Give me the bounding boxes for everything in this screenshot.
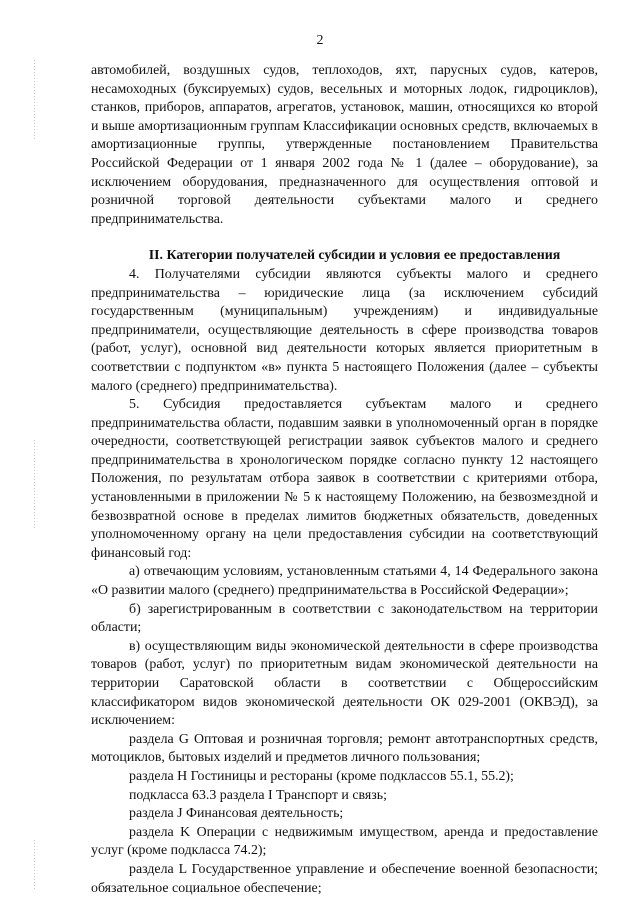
paragraph-4: 4. Получателями субсидии являются субъекты малого и среднего предпринимательства – юридические лица (за исключением субсидий государственным (муниципальным) учреждениям) и индивидуальные предприниматели, осуществляющие деятельность в сфере производства товаров (работ, услуг), основной вид деятельности которых является приоритетным в соответствии с подпунктом «в» пункта 5 настоящего Положения (далее – субъекты малого (среднего) предпринимательства). <box>91 266 598 394</box>
subparagraph-a: а) отвечающим условиям, установленным статьями 4, 14 Федерального закона «О развитии малого (среднего) предпринимательства в Российской Федерации»; <box>91 564 598 599</box>
section-heading: II. Категории получателей субсидии и условия ее предоставления <box>148 248 561 264</box>
exception-item-l: раздела L Государственное управление и обеспечение военной безопасности; обязательное социальное обеспечение; <box>91 861 598 896</box>
exception-item-h: раздела H Гостиницы и рестораны (кроме подклассов 55.1, 55.2); <box>129 768 514 784</box>
exception-item-j: раздела J Финансовая деятельность; <box>129 806 344 822</box>
subparagraph-b: б) зарегистрированным в соответствии с законодательством на территории области; <box>91 601 598 636</box>
scan-margin-mark <box>34 440 35 530</box>
document-body <box>91 62 598 898</box>
exception-item-63-3: подкласса 63.3 раздела I Транспорт и связь; <box>129 787 387 803</box>
exception-item-k: раздела K Операции с недвижимым имуществом, аренда и предоставление услуг (кроме подкласса 74.2); <box>91 824 598 859</box>
scan-margin-mark <box>34 60 35 140</box>
exception-item-g: раздела G Оптовая и розничная торговля; ремонт автотранспортных средств, мотоциклов, бытовых изделий и предметов личного пользования; <box>91 731 598 766</box>
scan-margin-mark <box>34 840 35 890</box>
paragraph-continuation: автомобилей, воздушных судов, теплоходов, яхт, парусных судов, катеров, несамоходных (буксируемых) судов, весельных и моторных лодок, гидроциклов), станков, приборов, аппаратов, агрегатов, установок, машин, относящихся ко второй и выше амортизационным группам Классификации основных средств, включаемых в амортизационные группы, утвержденные постановлением Правительства Российской Федерации от 1 января 2002 года № 1 (далее – оборудование), за исключением оборудования, предназначенного для осуществления оптовой и розничной торговой деятельности субъектами малого и среднего предпринимательства. <box>91 63 598 227</box>
paragraph-5: 5. Субсидия предоставляется субъектам малого и среднего предпринимательства области, подавшим заявки в уполномоченный орган в порядке очередности, соответствующей регистрации заявок субъектов малого и среднего предпринимательства в хронологическом порядке согласно пункту 12 настоящего Положения, по результатам отбора заявок в соответствии с критериями отбора, установленными в приложении № 5 к настоящему Положению, на безвозмездной и безвозвратной основе в пределах лимитов бюджетных обязательств, доведенных уполномоченному органу на цели предоставления субсидии на соответствующий финансовый год: <box>91 397 598 561</box>
subparagraph-v: в) осуществляющим виды экономической деятельности в сфере производства товаров (работ, услуг) по приоритетным видам экономической деятельности на территории Саратовской области в соответствии с Общероссийским классификатором видов экономической деятельности ОК 029-2001 (ОКВЭД), за исключением: <box>91 638 598 729</box>
page-number: 2 <box>316 33 324 48</box>
